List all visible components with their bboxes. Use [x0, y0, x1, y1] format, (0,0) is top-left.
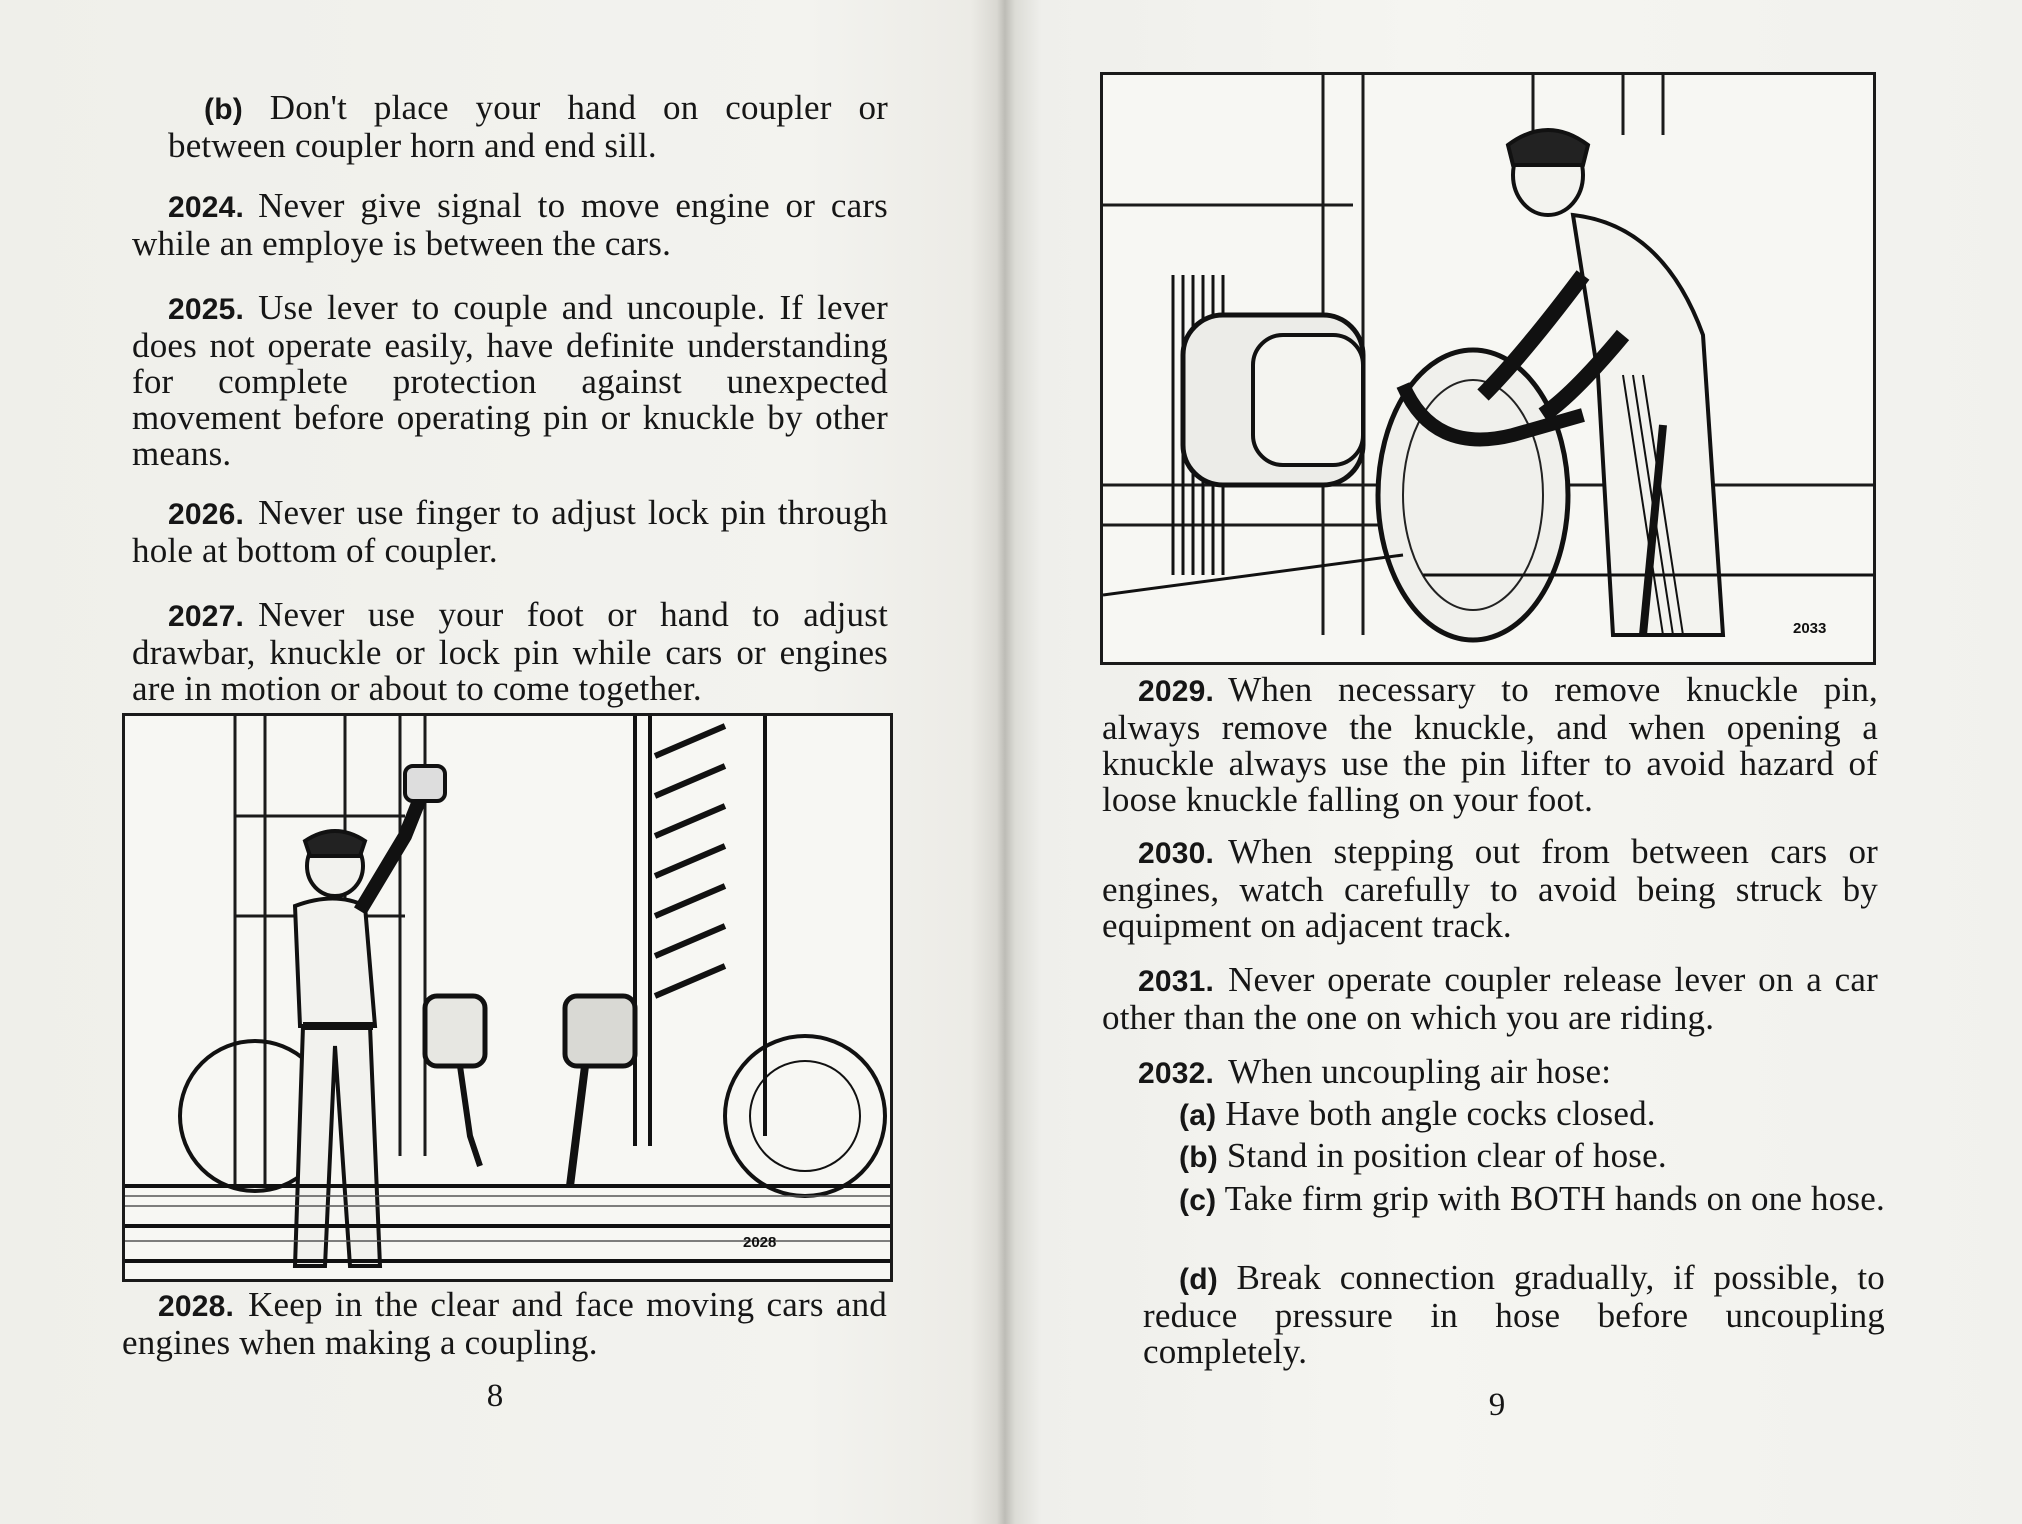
page-number: 9 — [1488, 1387, 1506, 1423]
left-page — [0, 0, 1000, 1524]
rule-2026 — [132, 495, 888, 569]
rule-text: When stepping out from between cars or engines, watch carefully to avoid being struck by equipment on adjacent track. — [1102, 832, 1878, 945]
rule-2024 — [132, 188, 888, 262]
figure-2028-illustration — [122, 713, 893, 1282]
subitem-text: Stand in position clear of hose. — [1226, 1136, 1667, 1175]
page-number: 8 — [486, 1378, 504, 1414]
rule-b-label: (b) — [204, 93, 243, 126]
subitem-text: Break connection gradually, if possible, to reduce pressure in hose before uncoupling completely. — [1143, 1258, 1885, 1371]
subitem-c — [1143, 1181, 1885, 1219]
rule-number: 2028. — [158, 1290, 235, 1323]
subitem-label: (b) — [1179, 1141, 1218, 1174]
rule-2028-caption — [122, 1287, 887, 1361]
rule-2031 — [1102, 962, 1878, 1036]
figure-2033-illustration — [1100, 72, 1876, 665]
rule-b-paragraph — [168, 90, 888, 164]
rule-number: 2031. — [1138, 965, 1215, 998]
rule-2030 — [1102, 834, 1878, 944]
subitem-text: Have both angle cocks closed. — [1225, 1094, 1656, 1133]
subitem-label: (a) — [1179, 1099, 1217, 1132]
rule-number: 2032. — [1138, 1057, 1215, 1090]
rule-2025 — [132, 290, 888, 472]
rule-text: Never operate coupler release lever on a car other than the one on which you are riding. — [1102, 960, 1878, 1037]
subitem-label: (d) — [1179, 1263, 1218, 1296]
right-page — [1000, 0, 2022, 1524]
rule-number: 2024. — [168, 191, 245, 224]
rule-text: Never use your foot or hand to adjust drawbar, knuckle or lock pin while cars or engines are in motion or about to come together. — [132, 595, 888, 708]
rule-number: 2026. — [168, 498, 245, 531]
rule-number: 2025. — [168, 293, 245, 326]
figure-number-label: 2033 — [1793, 620, 1827, 637]
rule-number: 2027. — [168, 600, 245, 633]
rule-2027 — [132, 597, 888, 707]
coupling-scene-drawing — [125, 716, 890, 1279]
rule-number: 2029. — [1138, 675, 1215, 708]
rule-text: Use lever to couple and uncouple. If lever does not operate easily, have definite understanding for complete protection against unexpected movement before operating pin or knuckle by other means. — [132, 288, 888, 473]
knuckle-scene-drawing — [1103, 75, 1873, 662]
rule-text: Never use finger to adjust lock pin through hole at bottom of coupler. — [132, 493, 888, 570]
rule-text: When necessary to remove knuckle pin, always remove the knuckle, and when opening a knuckle always use the pin lifter to avoid hazard of loose knuckle falling on your foot. — [1102, 670, 1878, 819]
rule-text: When uncoupling air hose: — [1228, 1052, 1612, 1091]
rule-number: 2030. — [1138, 837, 1215, 870]
subitem-a — [1143, 1096, 1885, 1134]
rule-2029 — [1102, 672, 1878, 818]
rule-text: Keep in the clear and face moving cars and engines when making a coupling. — [122, 1285, 887, 1362]
subitem-d — [1143, 1260, 1885, 1370]
subitem-label: (c) — [1179, 1184, 1217, 1217]
subitem-text: Take firm grip with BOTH hands on one hose. — [1224, 1179, 1885, 1218]
subitem-b — [1143, 1138, 1885, 1176]
figure-number-label: 2028 — [743, 1234, 777, 1251]
rule-2032 — [1102, 1054, 1878, 1092]
rule-b-text: Don't place your hand on coupler or between coupler horn and end sill. — [168, 88, 888, 165]
rule-text: Never give signal to move engine or cars while an employe is between the cars. — [132, 186, 888, 263]
